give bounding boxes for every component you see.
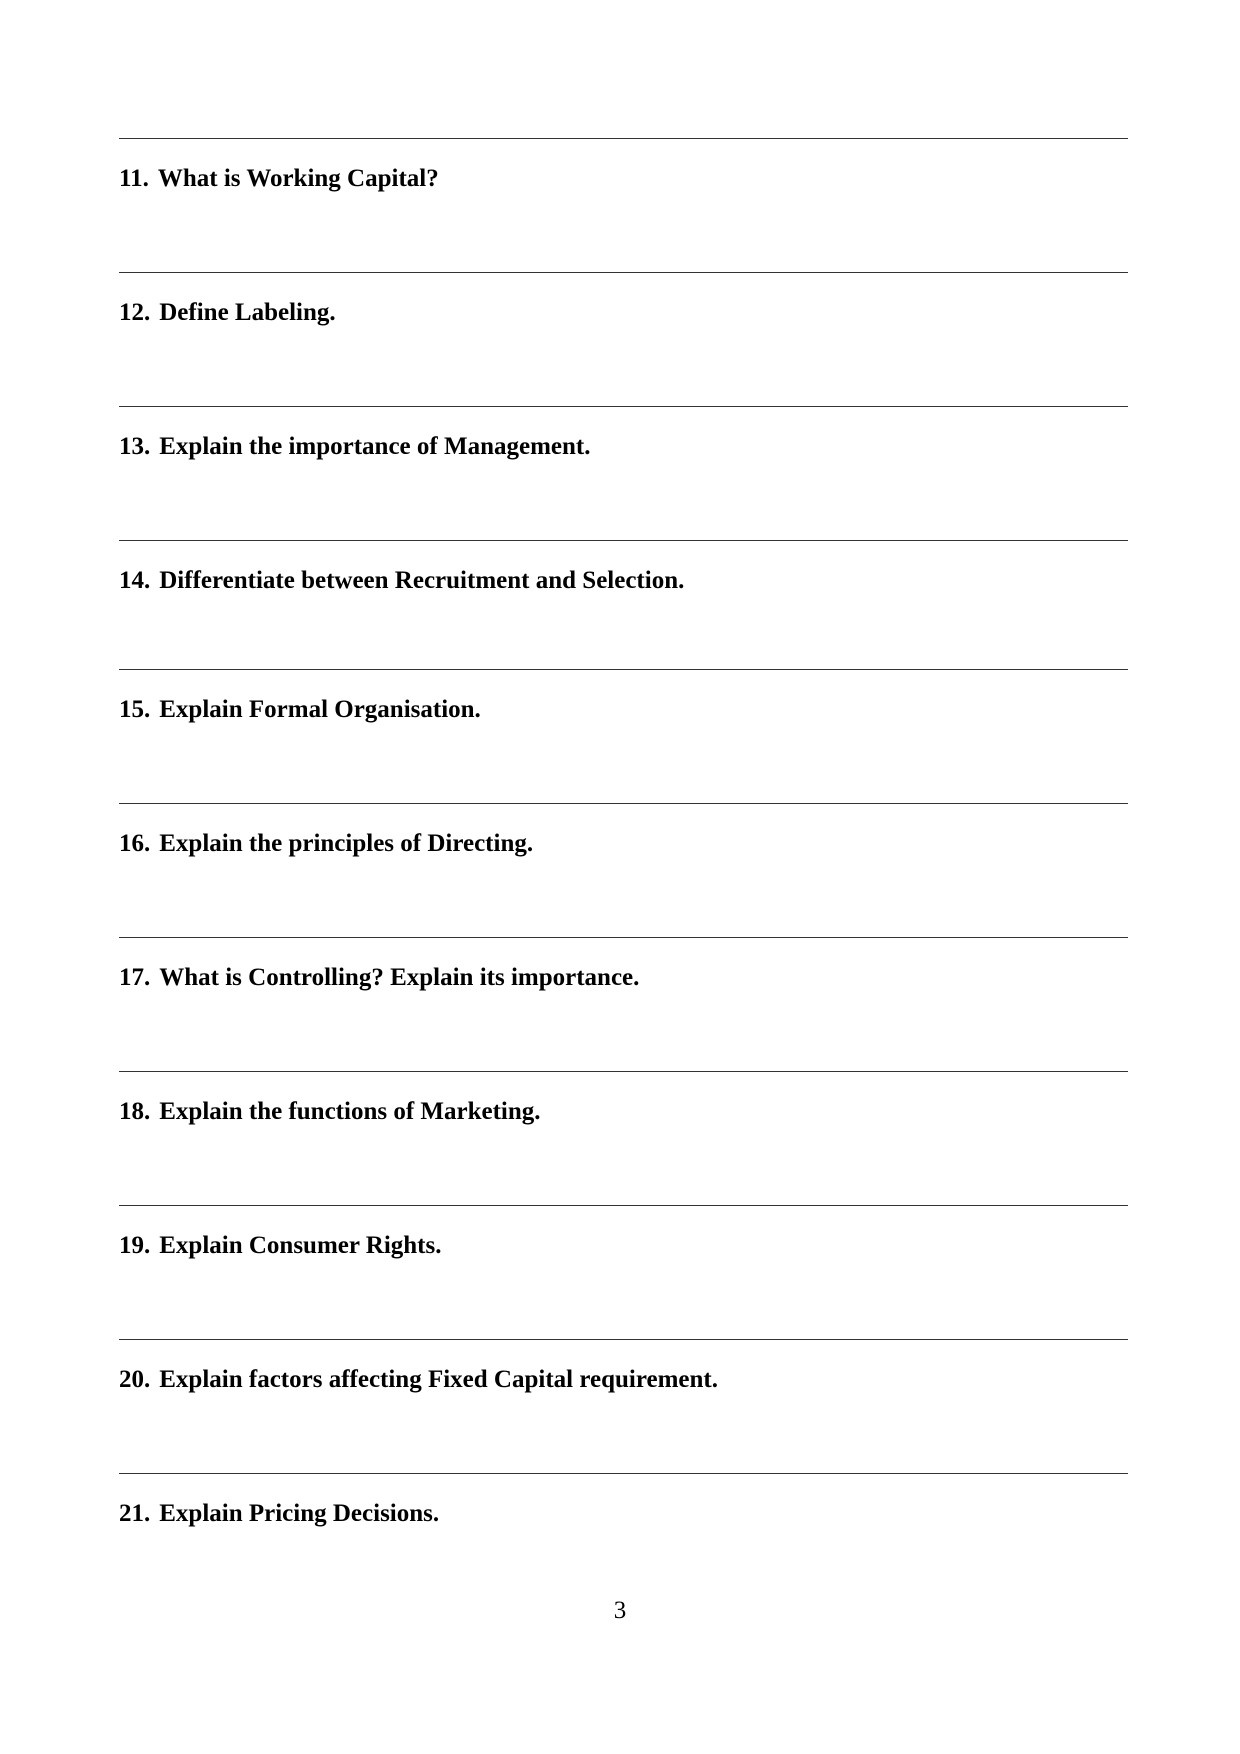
question-number: 12. (119, 299, 151, 326)
question-number: 17. (119, 964, 151, 991)
question-text: Differentiate between Recruitment and Selection. (159, 567, 685, 594)
question-number: 21. (119, 1500, 151, 1527)
question-text: Explain Formal Organisation. (159, 696, 481, 723)
question-number: 20. (119, 1366, 151, 1393)
question-number: 15. (119, 696, 151, 723)
divider-line (119, 1473, 1128, 1474)
question-number: 13. (119, 433, 151, 460)
question-12 (119, 298, 336, 328)
question-text: Explain factors affecting Fixed Capital requirement. (159, 1366, 718, 1393)
question-14 (119, 566, 684, 596)
question-21 (119, 1499, 439, 1529)
question-text: Define Labeling. (159, 299, 336, 326)
divider-line (119, 803, 1128, 804)
question-17 (119, 963, 639, 993)
question-number: 16. (119, 830, 151, 857)
question-text: What is Controlling? Explain its importance. (159, 964, 640, 991)
divider-line (119, 937, 1128, 938)
divider-line (119, 138, 1128, 139)
divider-line (119, 1071, 1128, 1072)
question-11 (119, 164, 439, 194)
divider-line (119, 669, 1128, 670)
question-number: 14. (119, 567, 151, 594)
question-number: 19. (119, 1232, 151, 1259)
page-number: 3 (613, 1597, 627, 1624)
question-19 (119, 1231, 442, 1261)
question-text: Explain the importance of Management. (159, 433, 591, 460)
question-15 (119, 695, 481, 725)
question-18 (119, 1097, 541, 1127)
question-number: 18. (119, 1098, 151, 1125)
question-text: Explain Pricing Decisions. (159, 1500, 440, 1527)
question-text: Explain the principles of Directing. (159, 830, 534, 857)
question-text: Explain Consumer Rights. (159, 1232, 442, 1259)
question-13 (119, 432, 590, 462)
divider-line (119, 272, 1128, 273)
divider-line (119, 540, 1128, 541)
question-text: What is Working Capital? (157, 165, 439, 192)
question-text: Explain the functions of Marketing. (159, 1098, 541, 1125)
question-number: 11. (119, 165, 149, 192)
question-16 (119, 829, 533, 859)
question-20 (119, 1365, 718, 1395)
divider-line (119, 1205, 1128, 1206)
divider-line (119, 1339, 1128, 1340)
divider-line (119, 406, 1128, 407)
